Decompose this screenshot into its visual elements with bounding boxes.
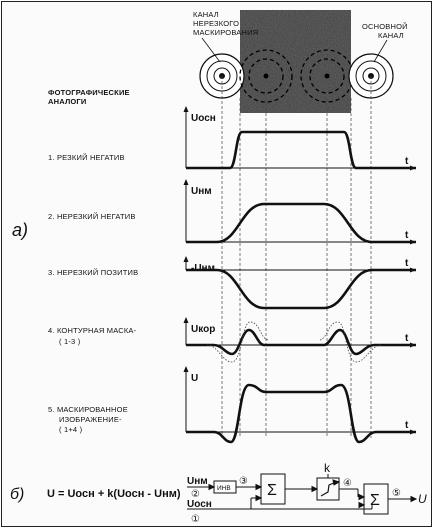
vertical-guides: [222, 76, 371, 438]
row-label-4-2: ( 1-3 ): [59, 337, 81, 346]
image-texture-band: [240, 10, 351, 113]
inverter-label: ИНВ: [217, 485, 231, 492]
node-5: ⑤: [392, 488, 401, 499]
value-label-4: Uкор: [191, 324, 216, 335]
time-label-3: t: [405, 258, 409, 269]
waveform-3: [186, 270, 416, 308]
value-axis-arrow-2: [184, 179, 189, 185]
node-2: ②: [191, 489, 200, 500]
time-label-5: t: [405, 420, 409, 431]
row-label-1-1: 1. РЕЗКИЙ НЕГАТИВ: [48, 153, 125, 162]
row-label-2-1: 2. НЕРЕЗКИЙ НЕГАТИВ: [48, 212, 136, 221]
aux-channel-label-2: НЕРЕЗКОГО: [193, 19, 240, 28]
row-label-5-1: 5. МАСКИРОВАННОЕ: [48, 405, 128, 414]
block-input-uosn: Uосн: [187, 499, 212, 510]
photo-analogs-label-1: ФОТОГРАФИЧЕСКИЕ: [48, 88, 130, 97]
time-label-4: t: [405, 333, 409, 344]
node-4: ④: [343, 478, 352, 489]
node-1: ①: [191, 514, 200, 525]
photo-analogs-label-2: АНАЛОГИ: [48, 97, 87, 106]
gain-label: k: [324, 461, 330, 475]
masking-diagram: [2, 2, 433, 528]
part-b-label: б): [10, 486, 25, 503]
page: [1, 1, 432, 527]
waveform-1: [186, 132, 416, 168]
value-label-1: Uосн: [191, 113, 216, 124]
value-label-2: Uнм: [191, 186, 212, 197]
row-labels: [48, 153, 138, 434]
value-axis-arrow-1: [184, 106, 189, 112]
value-axis-arrow-3: [184, 256, 189, 262]
sum-symbol-2: Σ: [370, 492, 380, 509]
waveform-2: [186, 204, 416, 242]
time-label-1: t: [405, 156, 409, 167]
block-diagram: [187, 461, 427, 525]
waveform-plots: [184, 106, 417, 442]
block-output-u: U: [418, 492, 427, 506]
value-label-5: U: [191, 373, 199, 384]
time-label-2: t: [405, 230, 409, 241]
main-channel-label-2: КАНАЛ: [378, 31, 404, 40]
main-channel-label-1: ОСНОВНОЙ: [362, 22, 408, 31]
sum-symbol-1: Σ: [267, 482, 277, 499]
row-label-3-1: 3. НЕРЕЗКИЙ ПОЗИТИВ: [48, 268, 139, 277]
row-label-5-2: ИЗОБРАЖЕНИЕ-: [59, 415, 122, 424]
value-axis-arrow-5: [184, 366, 189, 372]
block-input-unm: Uнм: [187, 476, 208, 487]
part-a-label: а): [12, 220, 29, 240]
node-3: ③: [239, 476, 248, 487]
row-label-5-3: ( 1+4 ): [59, 425, 83, 434]
formula: U = Uосн + k(Uосн - Uнм): [47, 488, 181, 500]
value-axis-arrow-4: [184, 317, 189, 323]
value-label-3: -Uнм: [191, 263, 215, 274]
aux-channel-label-1: КАНАЛ: [193, 10, 219, 19]
waveform-5: [186, 385, 416, 442]
row-label-4-1: 4. КОНТУРНАЯ МАСКА-: [48, 326, 137, 335]
waveform-4: [186, 330, 416, 354]
aux-channel-label-3: МАСКИРОВАНИЯ: [193, 28, 259, 37]
